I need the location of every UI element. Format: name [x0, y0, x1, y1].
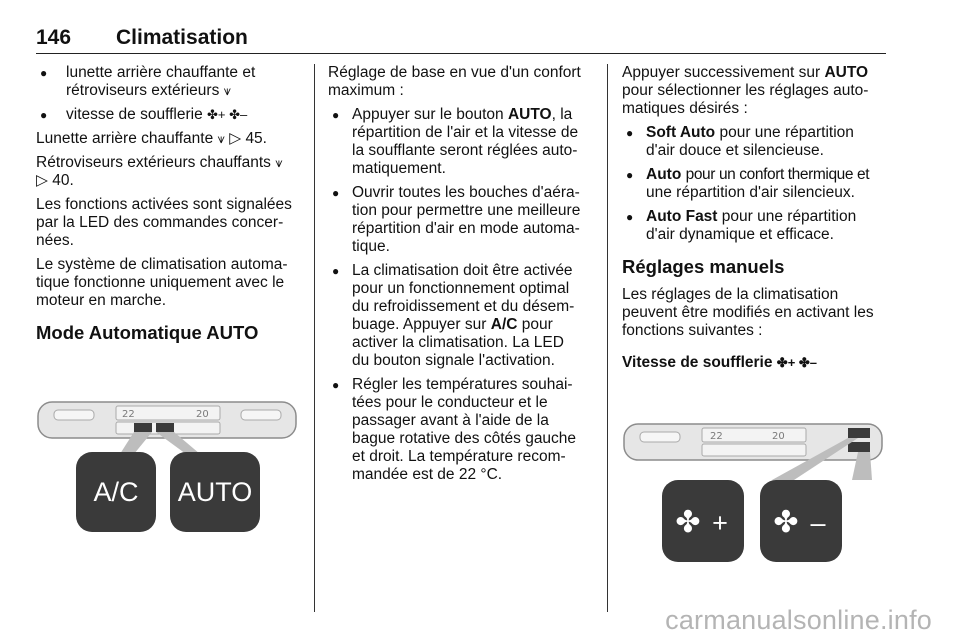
page-header	[36, 26, 886, 54]
list-item: ● Auto pour un confort thermique et une répartition d'air silencieux.	[622, 166, 888, 202]
paragraph: Appuyer successivement sur AUTO pour sélectionner les réglages auto- matiques désirés :	[622, 64, 869, 117]
ac-button-label: A/C	[93, 477, 139, 507]
mode-list	[622, 124, 888, 244]
list-item: ● Auto Fast pour une répartition d'air dynamique et efficace.	[622, 208, 888, 244]
page-title: Climatisation	[116, 26, 248, 49]
page-number: 146	[36, 26, 72, 49]
list-item: ● Ouvrir toutes les bouches d'aéra- tion pour permettre une meilleure répartition d'air en mode automa- tique.	[328, 184, 594, 256]
column-2	[328, 64, 594, 490]
display-temp-left: 22	[122, 409, 135, 420]
list-item: ● La climatisation doit être activée pour un fonctionnement optimal du refroidissement et du désem- buage. Appuyer sur A/C pour activer la climatisation. La LED du bouton signale l'activation.	[328, 262, 594, 370]
list-item: ● Appuyer sur le bouton AUTO, la répartition de l'air et la vitesse de la soufflante seront réglées auto- matiquement.	[328, 106, 594, 178]
heated-rear-window-icon: ⩛	[223, 83, 231, 98]
climate-panel-illustration	[36, 398, 300, 536]
paragraph: Les fonctions activées sont signalées par la LED des commandes concer- nées.	[36, 196, 292, 249]
section-heading: Réglages manuels	[622, 256, 785, 277]
paragraph: Les réglages de la climatisation peuvent être modifiés en activant les fonctions suivantes :	[622, 286, 874, 339]
fan-plus-minus-icon: ✤+ ✤–	[207, 107, 248, 122]
climate-panel-illustration	[622, 418, 886, 568]
function-list	[36, 64, 302, 124]
section-heading: Mode Automatique AUTO	[36, 322, 259, 343]
display-temp-left: 22	[710, 431, 723, 442]
paragraph: Le système de climatisation automa- tique fonctionne uniquement avec le moteur en marche.	[36, 256, 288, 309]
figure-auto-mode	[36, 398, 300, 536]
instruction-list	[328, 106, 594, 484]
fan-plus-label: +	[712, 508, 728, 538]
sub-heading: Vitesse de soufflerie ✤+ ✤–	[622, 354, 818, 371]
fan-plus-minus-icon: ✤+ ✤–	[776, 355, 818, 370]
fan-plus-button[interactable]	[662, 480, 744, 562]
paragraph: Rétroviseurs extérieurs chauffants ⩛ ▷ 40.	[36, 154, 283, 189]
page-reference-icon: ▷	[36, 172, 48, 189]
list-item: ● vitesse de soufflerie ✤+ ✤–	[36, 106, 302, 124]
column-1	[36, 64, 302, 352]
fan-minus-label: –	[810, 508, 826, 538]
display-temp-right: 20	[196, 409, 209, 420]
page-reference-icon: ▷	[229, 130, 242, 147]
watermark: carmanualsonline.info	[665, 605, 932, 635]
column-3	[622, 64, 888, 372]
list-item: ● Soft Auto pour une répartition d'air douce et silencieuse.	[622, 124, 888, 160]
heated-rear-window-icon: ⩛	[217, 131, 225, 146]
fan-icon: ✤	[773, 505, 799, 540]
fan-minus-button[interactable]	[760, 480, 842, 562]
list-item: ● lunette arrière chauffante et rétroviseurs extérieurs ⩛	[36, 64, 302, 100]
paragraph: Lunette arrière chauffante ⩛ ▷ 45.	[36, 130, 267, 147]
display-temp-right: 20	[772, 431, 785, 442]
column-divider	[607, 64, 608, 612]
figure-fan-speed	[622, 418, 886, 568]
fan-icon: ✤	[675, 505, 701, 540]
heated-mirror-icon: ⩛	[275, 155, 283, 170]
column-divider	[314, 64, 315, 612]
paragraph: Réglage de base en vue d'un confort maximum :	[328, 64, 581, 99]
list-item: ● Régler les températures souhai- tées pour le conducteur et le passager avant à l'aide de la bague rotative des côtés gauche et droit. La température recom- mandée est de 22 °C.	[328, 376, 594, 484]
auto-button-label: AUTO	[177, 477, 253, 507]
